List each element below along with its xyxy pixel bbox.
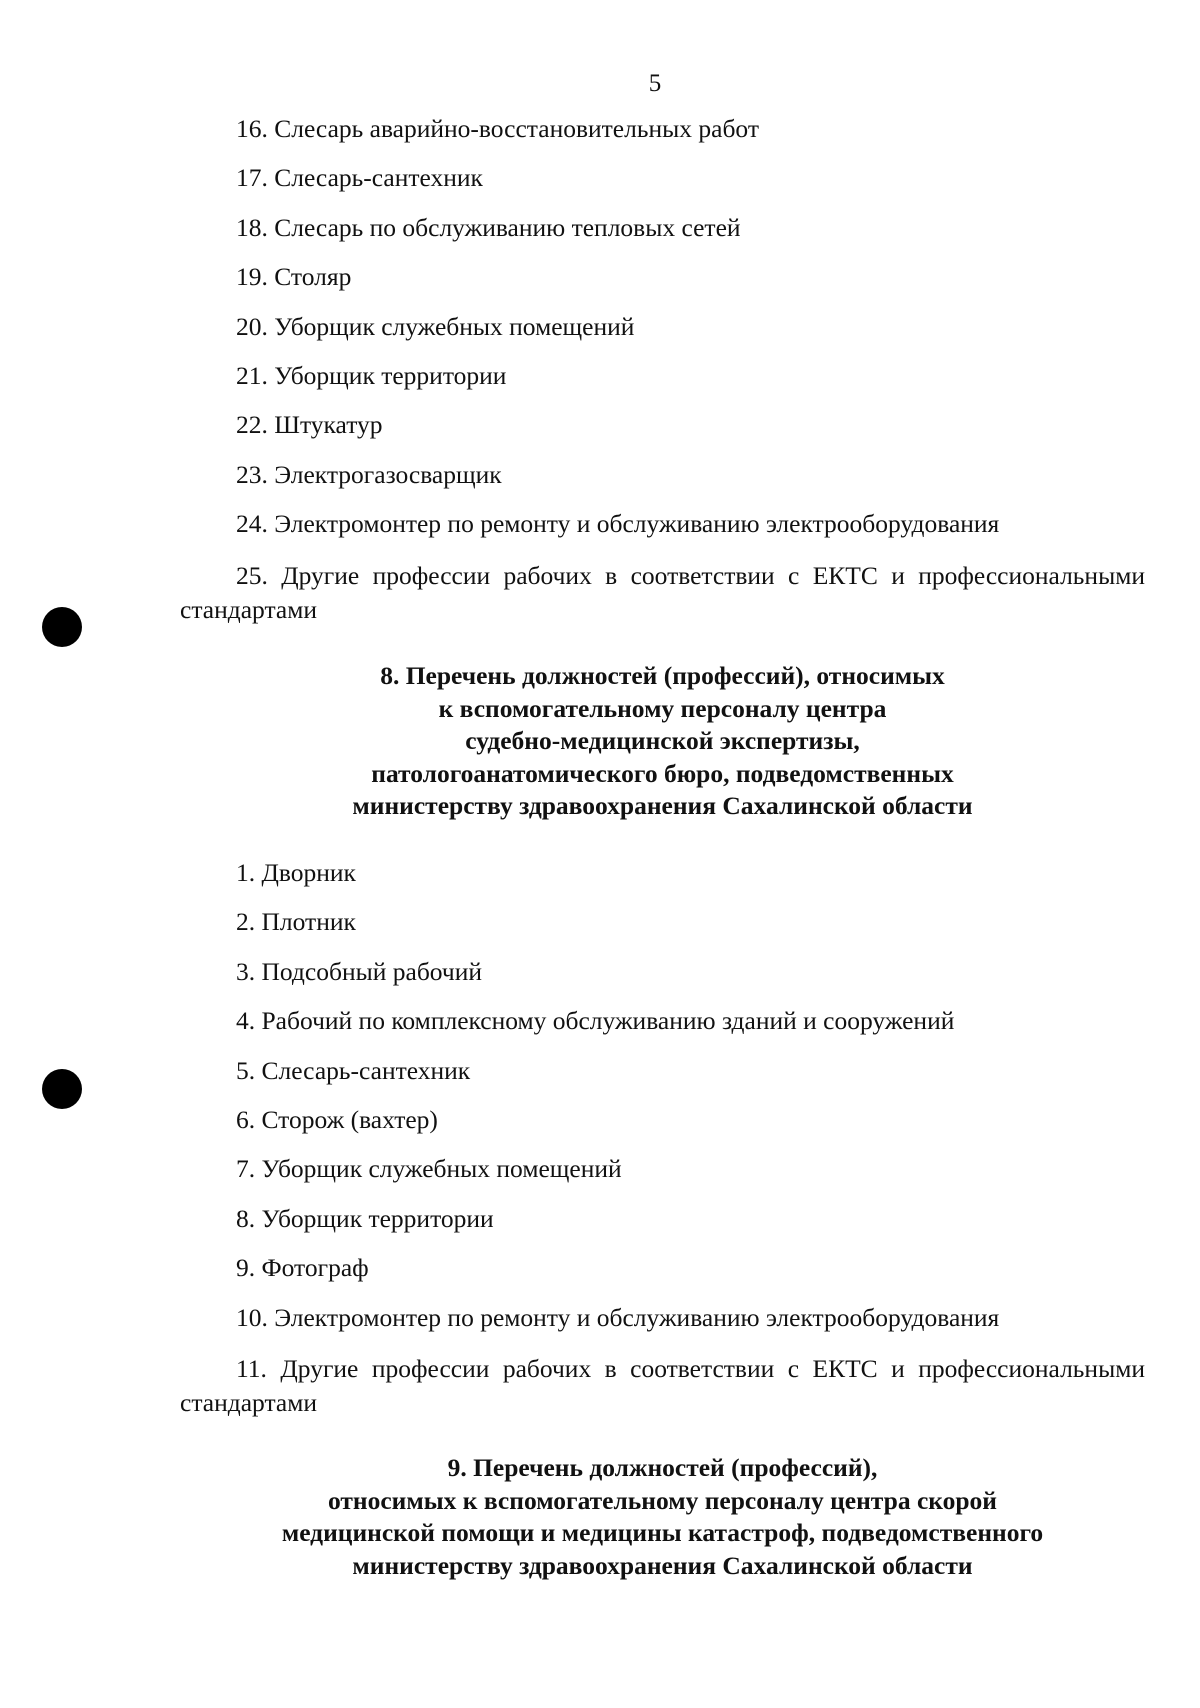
section-8-heading (180, 660, 1145, 823)
list-item: 18. Слесарь по обслуживанию тепловых сетей (236, 212, 741, 242)
heading-line: к вспомогательному персоналу центра (438, 693, 887, 723)
heading-line: медицинской помощи и медицины катастроф, подведомственного (281, 1518, 1044, 1547)
heading-line: судебно-медицинской экспертизы, (465, 726, 860, 755)
list-item: 10. Электромонтер по ремонту и обслуживанию электрооборудования (236, 1302, 1000, 1332)
section-8-profession-list (180, 858, 1145, 1420)
list-item: 25. Другие профессии рабочих в соответствии с ЕКТС и профессиональными стандартами (180, 560, 1145, 624)
list-item: 5. Слесарь-сантехник (236, 1055, 471, 1085)
list-item: 23. Электрогазосварщик (236, 459, 502, 489)
list-item: 3. Подсобный рабочий (236, 956, 482, 986)
list-item: 24. Электромонтер по ремонту и обслуживанию электрооборудования (236, 509, 1000, 539)
list-item: 2. Плотник (236, 907, 356, 937)
profession-list-continued (180, 114, 1145, 627)
heading-line: 8. Перечень должностей (профессий), относимых (380, 661, 945, 690)
list-item: 21. Уборщик территории (236, 360, 507, 390)
list-item: 22. Штукатур (236, 410, 383, 440)
list-item: 17. Слесарь-сантехник (236, 163, 483, 193)
list-item: 8. Уборщик территории (236, 1203, 494, 1233)
section-9-heading (180, 1452, 1145, 1582)
list-item: 1. Дворник (236, 858, 356, 887)
list-item: 20. Уборщик служебных помещений (236, 311, 635, 341)
list-item: 11. Другие профессии рабочих в соответствии с ЕКТС и профессиональными стандартами (180, 1353, 1145, 1417)
page-number: 5 (648, 70, 662, 97)
list-item: 9. Фотограф (236, 1253, 369, 1283)
heading-line: 9. Перечень должностей (профессий), (447, 1453, 878, 1482)
list-item: 4. Рабочий по комплексному обслуживанию зданий и сооружений (236, 1006, 955, 1036)
heading-line: министерству здравоохранения Сахалинской области (352, 1550, 973, 1580)
heading-line: относимых к вспомогательному персоналу центра скорой (327, 1485, 997, 1515)
list-item: 7. Уборщик служебных помещений (236, 1154, 622, 1184)
list-item: 19. Столяр (236, 262, 352, 292)
heading-line: министерству здравоохранения Сахалинской области (352, 791, 973, 820)
list-item: 16. Слесарь аварийно-восстановительных работ (236, 114, 759, 143)
list-item: 6. Сторож (вахтер) (236, 1104, 438, 1134)
punch-hole-mark (42, 1069, 82, 1109)
punch-hole-mark (42, 607, 82, 647)
heading-line: патологоанатомического бюро, подведомственных (371, 758, 954, 788)
